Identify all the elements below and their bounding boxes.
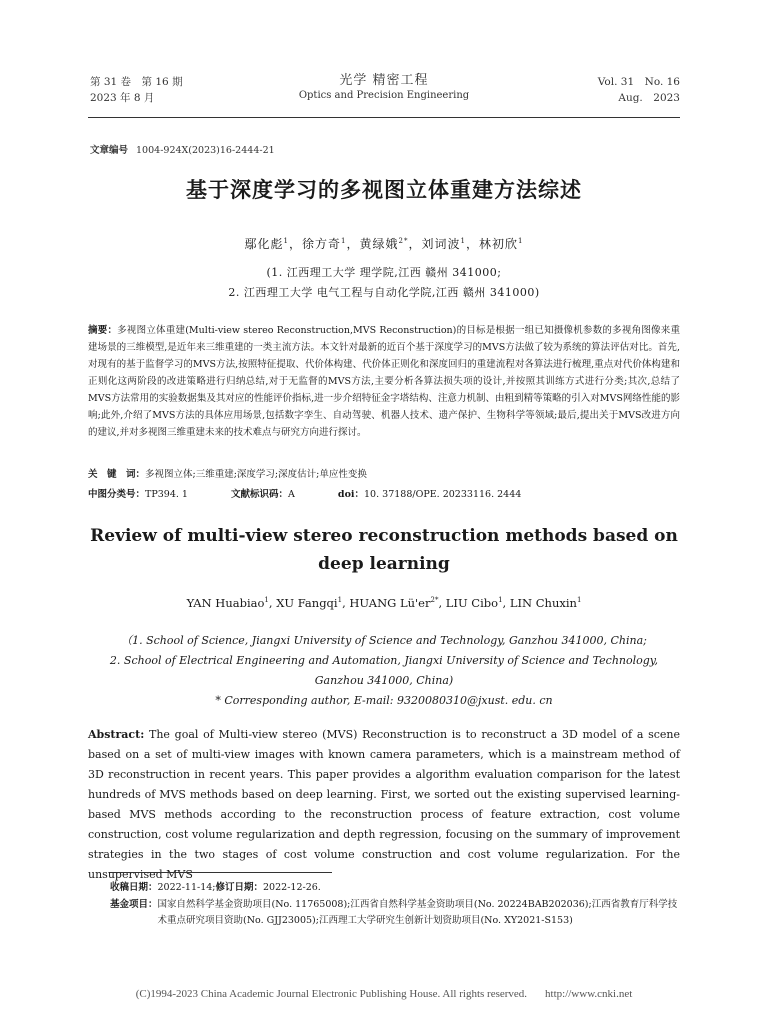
affiliation-en-2: 2. School of Electrical Engineering and Automation, Jiangxi University of Science and Technology, (109, 654, 659, 667)
volume-issue-en: Vol. 31 No. 16 (597, 76, 680, 88)
date-en: Aug. 2023 (618, 92, 680, 104)
document-code: 文献标识码：A (231, 489, 295, 500)
corresponding-author: * Corresponding author, E-mail: 9320080310@jxust. edu. cn (215, 694, 553, 707)
abstract-cn (88, 322, 680, 441)
author-en: XU Fangqi$^1$ (276, 596, 343, 610)
author-cn: 林初欣$^1$ (479, 237, 524, 251)
affiliations-cn (0, 263, 768, 303)
author-en: LIN Chuxin$^1$ (509, 596, 582, 610)
abstract-en (88, 725, 680, 885)
classification-line (88, 486, 561, 500)
footnote-dates: 收稿日期：2022-11-14;修订日期：2022-12-26. (110, 882, 321, 893)
volume-issue-cn: 第 31 卷 第 16 期 (90, 76, 183, 88)
author-en: LIU Cibo$^1$ (445, 596, 503, 610)
header-volume-en (598, 74, 680, 106)
article-number-label: 文章编号 (90, 145, 129, 156)
header-divider (88, 117, 680, 118)
affiliations-en (0, 631, 768, 711)
article-number-value: 1004-924X(2023)16-2444-21 (136, 145, 275, 156)
cnki-link[interactable]: http://www.cnki.net (545, 988, 633, 1000)
title-en (0, 522, 768, 578)
funding-label: 基金项目： (110, 899, 158, 910)
abstract-en-label: Abstract: (88, 728, 145, 741)
keywords-cn (88, 466, 367, 480)
footnote-funding (110, 897, 680, 929)
affiliation-cn-1: (1. 江西理工大学 理学院,江西 赣州 341000; (266, 266, 502, 279)
abstract-cn-text: 多视图立体重建(Multi-view stereo Reconstruction,MVS Reconstruction)的目标是根据一组已知摄像机参数的多视角图像来重建场景的三维模型,是近年来三维重建的一类主流方法。本文针对最新的近百个基于深度学习的MVS方法做了较为系统的算法评估对比。首先,对现有的基于监督学习的MVS方法,按照特征提取、代价体构建、代价体正则化和深度回归的重建流程对各算法进行梳理,重点对代价体构建和正则化这两阶段的改进策略进行归纳总结,对于无监督的MVS方法,主要分析各算法损失项的设计,并按照其训练方式进行分类;其次,总结了MVS方法常用的实验数据集及其对应的性能评价指标,进一步介绍特征金字塔结构、注意力机制、由粗到精等策略的引入对MVS网络性能的影响;此外,介绍了MVS方法的具体应用场景,包括数字孪生、自动驾驶、机器人技术、遗产保护、生物科学等领域;最后,提出关于MVS改进方向的建议,并对多视图三维重建未来的技术难点与研究方向进行探讨。 (88, 325, 680, 438)
doi: doi：10. 37188/OPE. 20233116. 2444 (337, 489, 522, 500)
author-cn: 徐方奇$^1$ (302, 237, 347, 251)
copyright-text: (C)1994-2023 China Academic Journal Electronic Publishing House. All rights reserved. (135, 988, 528, 1000)
funding-text: 国家自然科学基金资助项目(No. 11765008);江西省自然科学基金资助项目(No. 20224BAB202036);江西省教育厅科学技术重点研究项目资助(No. GJJ23005);江西理工大学研究生创新计划资助项目(No. XY2021-S153) (157, 899, 678, 926)
abstract-cn-label: 摘要： (88, 325, 118, 336)
keywords-cn-text: 多视图立体;三维重建;深度学习;深度估计;单应性变换 (145, 469, 367, 480)
article-number (90, 142, 275, 156)
author-cn: 鄢化彪$^1$ (244, 237, 289, 251)
authors-cn: 鄢化彪$^1$，徐方奇$^1$，黄绿娥$^{2*}$，刘词波$^1$，林初欣$^1$ (244, 237, 524, 251)
authors-en: YAN Huabiao$^1$, XU Fangqi$^1$, HUANG $Lü'er^{2*}$, LIU Cibo$^1$, LIN Chuxin$^1$ (186, 596, 582, 610)
date-cn: 2023 年 8 月 (90, 92, 155, 104)
footnote-divider (110, 872, 332, 873)
copyright-footer (0, 988, 768, 1000)
keywords-cn-label: 关 键 词： (88, 469, 146, 480)
affiliation-en-3: Ganzhou 341000, China) (314, 674, 454, 687)
abstract-en-text: The goal of Multi-view stereo (MVS) Reconstruction is to reconstruct a 3D model of a scene based on a set of multi-view images with known camera parameters, which is a mainstream method of 3D reconstruction in recent years. This paper provides a algorithm evaluation comparison for the latest hundreds of MVS methods based on deep learning. First, we sorted out the existing supervised learning-based MVS methods according to the reconstruction process of feature extraction, cost volume construction, cost volume regularization and depth regression, focusing on the summary of improvement strategies in the two stages of cost volume construction and cost volume regularization. For the unsupervised MVS (88, 728, 681, 881)
journal-name-en: Optics and Precision Engineering (298, 90, 470, 101)
title-en-line-1: Review of multi-view stereo reconstruction methods based on (90, 526, 678, 546)
affiliation-en-1: （1. School of Science, Jiangxi University of Science and Technology, Ganzhou 341000, China; (121, 634, 647, 647)
title-en-line-2: deep learning (318, 554, 450, 574)
affiliation-cn-2: 2. 江西理工大学 电气工程与自动化学院,江西 赣州 341000) (228, 286, 540, 299)
author-en: YAN Huabiao$^1$ (186, 596, 269, 610)
author-cn: 黄绿娥$^{2*}$ (359, 237, 409, 251)
author-en: HUANG $Lü'er^{2*}$ (349, 596, 439, 610)
author-cn: 刘词波$^1$ (421, 237, 466, 251)
clc-number: 中图分类号：TP394. 1 (88, 489, 188, 500)
journal-name-cn: 光学 精密工程 (339, 73, 429, 88)
title-cn: 基于深度学习的多视图立体重建方法综述 (186, 177, 582, 202)
